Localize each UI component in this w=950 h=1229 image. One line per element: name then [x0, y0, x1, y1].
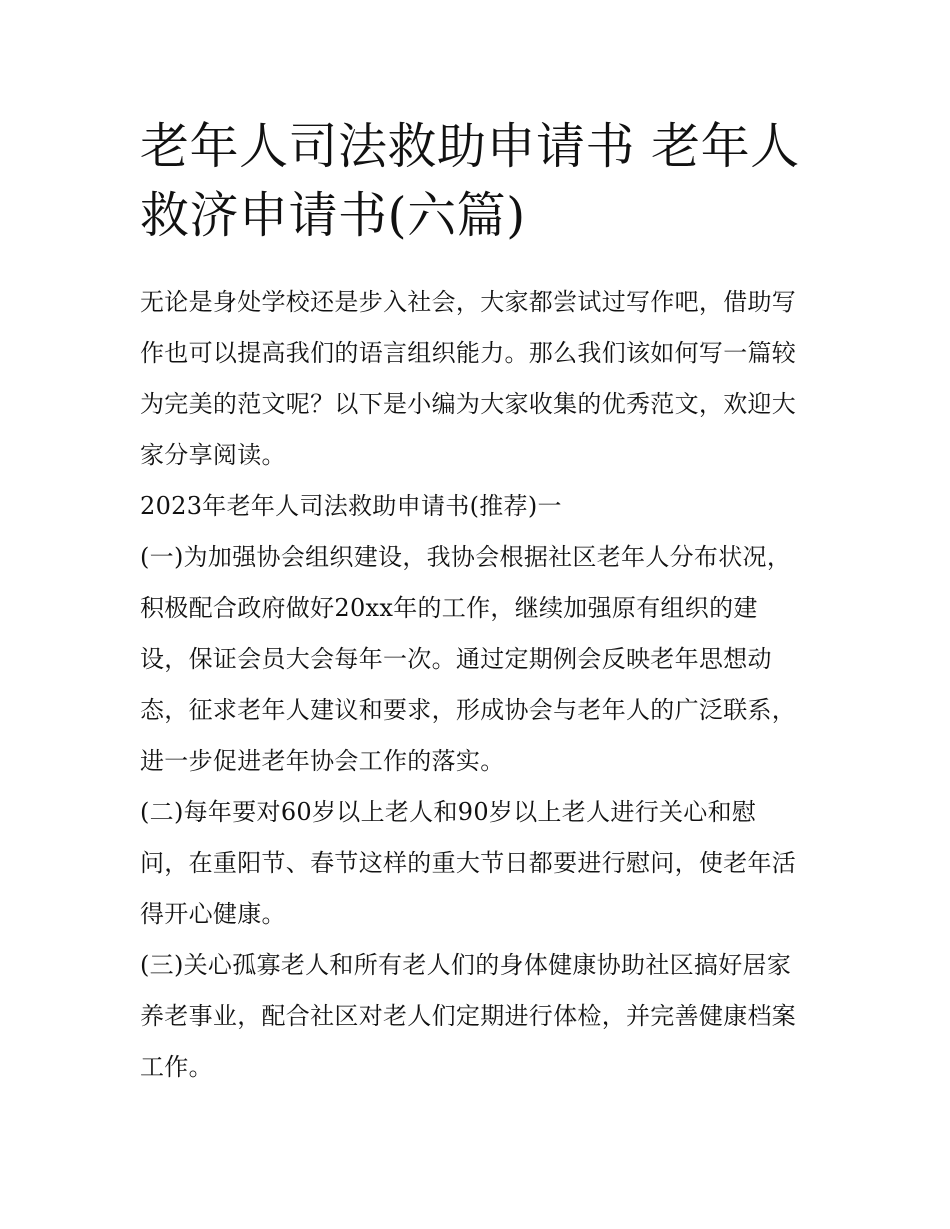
document-body	[140, 277, 812, 1093]
text-line: (三)关心孤寡老人和所有老人们的身体健康协助社区搞好居家	[140, 951, 792, 979]
text-line: 家分享阅读。	[140, 441, 286, 469]
text-line: 问，在重阳节、春节这样的重大节日都要进行慰问，使老年活	[140, 849, 797, 877]
title-line: 救济申请书(六篇)	[140, 187, 526, 244]
document-page	[140, 112, 812, 1093]
text-line: 积极配合政府做好20xx年的工作，继续加强原有组织的建	[140, 594, 758, 622]
text-line: 得开心健康。	[140, 900, 286, 928]
intro-paragraph	[140, 277, 812, 481]
text-line: 为完美的范文呢？以下是小编为大家收集的优秀范文，欢迎大	[140, 390, 797, 418]
text-line: 进一步促进老年协会工作的落实。	[140, 747, 505, 775]
text-line: (一)为加强协会组织建设，我协会根据社区老年人分布状况，	[140, 543, 792, 571]
paragraph-item-2	[140, 787, 812, 940]
text-line: 作也可以提高我们的语言组织能力。那么我们该如何写一篇较	[140, 339, 797, 367]
section-heading	[140, 481, 812, 532]
document-title	[140, 112, 812, 250]
text-line: 养老事业，配合社区对老人们定期进行体检，并完善健康档案	[140, 1002, 797, 1030]
text-line: 工作。	[140, 1053, 213, 1081]
text-line: 无论是身处学校还是步入社会，大家都尝试过写作吧，借助写	[140, 288, 797, 316]
title-line: 老年人司法救助申请书 老年人	[140, 118, 800, 175]
text-line: (二)每年要对60岁以上老人和90岁以上老人进行关心和慰	[140, 798, 757, 826]
text-line: 态，征求老年人建议和要求，形成协会与老年人的广泛联系，	[140, 696, 797, 724]
text-line: 设，保证会员大会每年一次。通过定期例会反映老年思想动	[140, 645, 772, 673]
paragraph-item-3	[140, 940, 812, 1093]
paragraph-item-1	[140, 532, 812, 787]
text-line: 2023年老年人司法救助申请书(推荐)一	[140, 492, 562, 520]
